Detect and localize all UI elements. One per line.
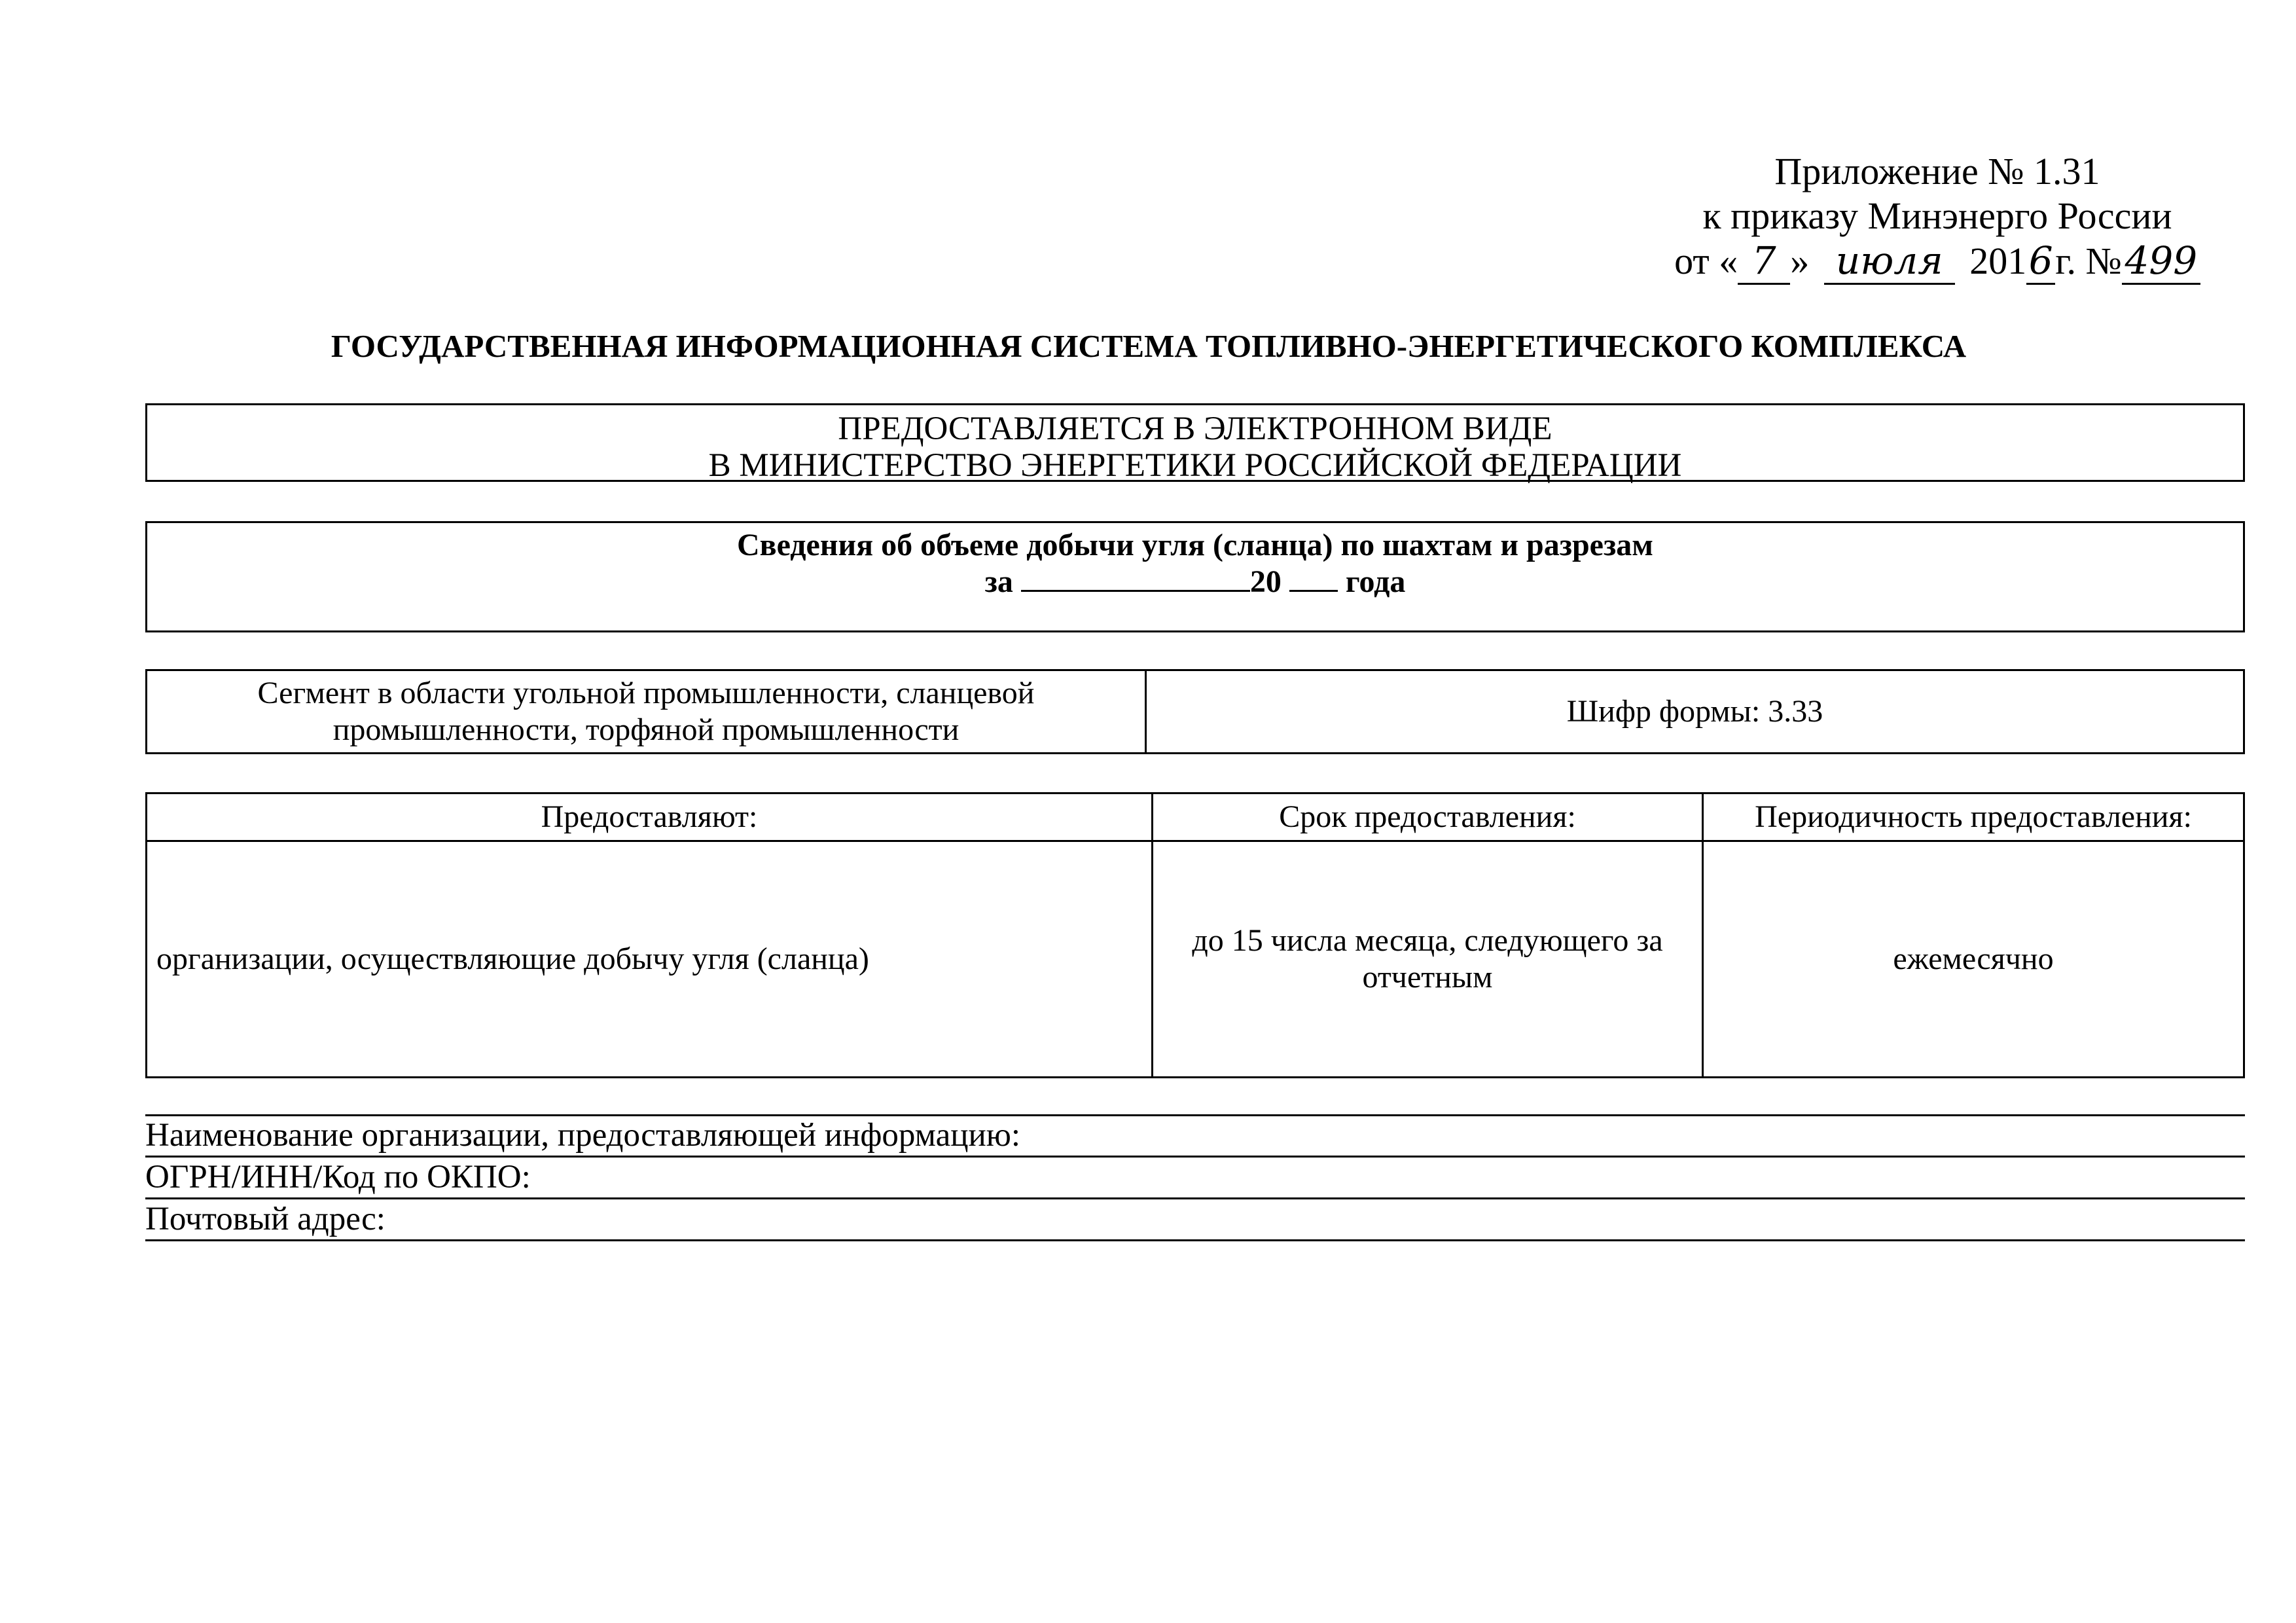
year-suffix: г. № [2055, 240, 2122, 282]
electronic-line-1: ПРЕДОСТАВЛЯЕТСЯ В ЭЛЕКТРОННОМ ВИДЕ [838, 410, 1552, 447]
header-submitters: Предоставляют: [147, 793, 1153, 841]
segment-row [147, 670, 2244, 754]
value-periodicity: ежемесячно [1703, 841, 2244, 1078]
form-title: Сведения об объеме добычи угля (сланца) по шахтам и разрезам [737, 528, 1653, 562]
year-prefix-20: 20 [1249, 564, 1282, 599]
form-period-line [147, 564, 2243, 600]
org-ids-field[interactable] [145, 1158, 2245, 1199]
submission-table [145, 792, 2245, 1078]
postal-address-field[interactable] [145, 1199, 2245, 1241]
appendix-order-reference: к приказу Минэнерго России [1702, 194, 2172, 237]
submission-value-row [147, 841, 2244, 1078]
date-close-quote: » [1790, 240, 1810, 282]
org-name-label: Наименование организации, предоставляющей информацию: [145, 1117, 1021, 1154]
handwritten-day: 7 [1738, 238, 1790, 285]
form-code: Шифр формы: 3.33 [1146, 670, 2244, 754]
handwritten-month: июля [1824, 238, 1955, 285]
page-title: ГОСУДАРСТВЕННАЯ ИНФОРМАЦИОННАЯ СИСТЕМА ТОПЛИВНО-ЭНЕРГЕТИЧЕСКОГО КОМПЛЕКСА [331, 328, 1967, 364]
postal-address-label: Почтовый адрес: [145, 1201, 386, 1237]
org-name-field[interactable] [145, 1116, 2245, 1158]
appendix-number: Приложение № 1.31 [1774, 150, 2100, 192]
year-prefix: 201 [1969, 240, 2027, 282]
appendix-date-line [1623, 238, 2251, 285]
electronic-line-2: В МИНИСТЕРСТВО ЭНЕРГЕТИКИ РОССИЙСКОЙ ФЕДЕРАЦИИ [708, 447, 1682, 484]
value-deadline: до 15 числа месяца, следующего за отчетным [1153, 841, 1703, 1078]
header-periodicity: Периодичность предоставления: [1703, 793, 2244, 841]
form-title-box [145, 521, 2245, 632]
submission-header-row [147, 793, 2244, 841]
electronic-submission-box [145, 403, 2245, 482]
segment-name: Сегмент в области угольной промышленности, сланцевой промышленности, торфяной промышленности [147, 670, 1146, 754]
header-deadline: Срок предоставления: [1153, 793, 1703, 841]
period-blank[interactable] [1021, 564, 1250, 592]
segment-table [145, 669, 2245, 754]
date-prefix: от « [1674, 240, 1738, 282]
value-submitters: организации, осуществляющие добычу угля (сланца) [147, 841, 1153, 1078]
period-prefix: за [984, 564, 1013, 599]
handwritten-year-digit: 6 [2026, 238, 2055, 285]
year-blank[interactable] [1289, 564, 1338, 592]
appendix-block [1623, 149, 2251, 285]
org-ids-label: ОГРН/ИНН/Код по ОКПО: [145, 1159, 531, 1195]
year-suffix-word: года [1345, 564, 1406, 599]
handwritten-order-number: 499 [2122, 238, 2200, 285]
